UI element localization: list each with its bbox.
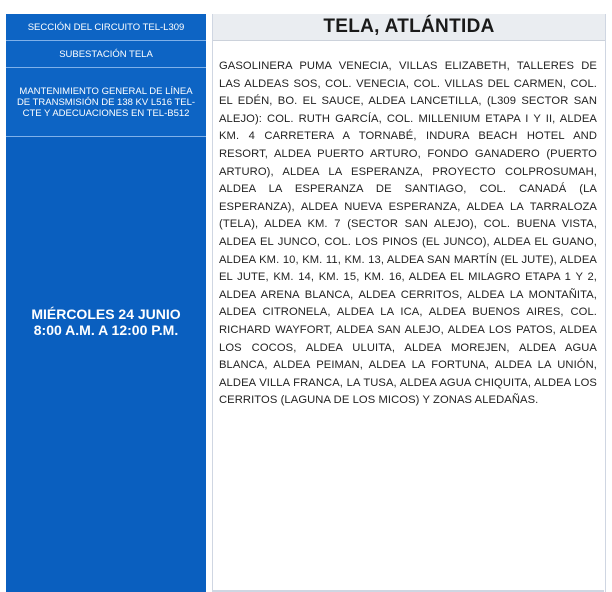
affected-areas-list: GASOLINERA PUMA VENECIA, VILLAS ELIZABETH, TALLERES DE LAS ALDEAS SOS, COL. VENECIA, COL. VILLAS DEL CARMEN, COL. EL EDÉN, BO. EL SAUCE, ALDEA LANCETILLA, (L309 SECTOR SAN ALEJO): COL. RUTH GARCÍA, COL. MILLENIUM ETAPA I Y II, ALDEA KM. 4 CARRETERA A TORNABÉ, INDURA BEACH HOTEL AND RESORT, ALDEA PUERTO ARTURO, FONDO GANADERO (PUERTO ARTURO), ALDEA LA ESPERANZA, PROYECTO COLPROSUMAH, ALDEA LA ESPERANZA DE SANTIAGO, COL. CANADÁ (LA ESPERANZA), ALDEA NUEVA ESPERANZA, ALDEA LA TARRALOZA (TELA), ALDEA KM. 7 (SECTOR SAN ALEJO), COL. BUENA VISTA, ALDEA EL JUNCO, COL. LOS PINOS (EL JUNCO), ALDEA EL GUANO, ALDEA KM. 10, KM. 11, KM. 13, ALDEA SAN MARTÍN (EL JUTE), ALDEA EL JUTE, KM. 14, KM. 15, KM. 16, ALDEA EL MILAGRO ETAPA 1 Y 2, ALDEA ARENA BLANCA, ALDEA CERRITOS, ALDEA LA MONTAÑITA, ALDEA CITRONELA, ALDEA LA ICA, ALDEA BUENOS AIRES, COL. RICHARD WAYFORT, ALDEA SAN ALEJO, ALDEA LOS PATOS, ALDEA LOS COCOS, ALDEA ULUITA, ALDEA MOREJEN, ALDEA AGUA BLANCA, ALDEA PEIMAN, ALDEA LA FORTUNA, ALDEA LA UNIÓN, ALDEA VILLA FRANCA, LA TUSA, ALDEA AGUA CHIQUITA, ALDEA LOS CERRITOS (LAGUNA DE LOS MICOS) Y ZONAS ALEDAÑAS. (219, 60, 597, 407)
affected-areas-column (212, 14, 606, 592)
location-title: TELA, ATLÁNTIDA (323, 16, 495, 37)
outage-date-time (6, 306, 206, 338)
maintenance-description: MANTENIMIENTO GENERAL DE LÍNEA DE TRANSMISIÓN DE 138 KV L516 TEL-CTE Y ADECUACIONES EN TEL-B512 (6, 68, 206, 136)
circuit-section-label: SECCIÓN DEL CIRCUITO TEL-L309 (6, 14, 206, 40)
outage-date: MIÉRCOLES 24 JUNIO (31, 306, 181, 322)
schedule-column (6, 14, 206, 592)
substation-label: SUBESTACIÓN TELA (6, 41, 206, 67)
divider (6, 136, 206, 137)
location-header (213, 14, 605, 41)
outage-time: 8:00 A.M. A 12:00 P.M. (33, 322, 179, 338)
